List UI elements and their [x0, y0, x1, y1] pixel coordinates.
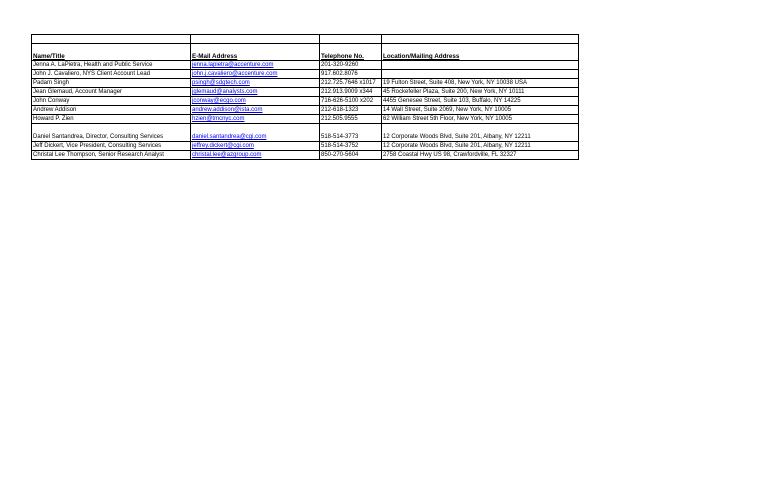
phone-cell[interactable]: 716-626-5100 x202 [320, 97, 382, 106]
cell[interactable] [32, 35, 191, 44]
header-email[interactable]: E-Mail Address [191, 44, 320, 61]
email-cell[interactable] [191, 61, 320, 70]
email-link[interactable]: jconway@ecgo.com [192, 98, 246, 104]
phone-cell[interactable]: 212.913.9009 x344 [320, 88, 382, 97]
header-row [32, 44, 579, 61]
email-link[interactable]: christal.lee@azgroup.com [192, 152, 262, 158]
phone-cell[interactable]: 212-618-1323 [320, 106, 382, 115]
phone-cell[interactable]: 212.725.7646 x1017 [320, 79, 382, 88]
table-row [32, 106, 579, 115]
header-name[interactable]: Name/Title [32, 44, 191, 61]
phone-cell[interactable]: 850-270-5604 [320, 151, 382, 160]
email-link[interactable]: andrew.addison@ista.com [192, 107, 263, 113]
table-row [32, 61, 579, 70]
email-cell[interactable] [191, 79, 320, 88]
header-address[interactable]: Location/Mailing Address [382, 44, 579, 61]
phone-cell[interactable]: 917.602.8076 [320, 70, 382, 79]
name-cell[interactable]: Jenna A. LaPietra, Health and Public Service [32, 61, 191, 70]
email-cell[interactable] [191, 88, 320, 97]
address-cell[interactable] [382, 61, 579, 70]
phone-cell[interactable]: 212.505.9555 [320, 115, 382, 124]
name-cell[interactable]: Howard P. Zien [32, 115, 191, 124]
table-row [32, 124, 579, 142]
address-cell[interactable]: 2758 Coastal Hwy US 98, Crawfordville, FL 32327 [382, 151, 579, 160]
name-cell[interactable]: John J. Cavaliero, NYS Client Account Lead [32, 70, 191, 79]
email-link[interactable]: hzien@tmcnyc.com [192, 116, 245, 122]
email-link[interactable]: daniel.santandrea@cgi.com [192, 134, 267, 140]
spreadsheet [31, 34, 579, 160]
blank-row [32, 35, 579, 44]
address-cell[interactable]: 62 William Street 5th Floor, New York, NY 10005 [382, 115, 579, 124]
header-phone[interactable]: Telephone No. [320, 44, 382, 61]
address-cell[interactable]: 14 Wall Street, Suite 2069, New York, NY 10005 [382, 106, 579, 115]
phone-cell[interactable]: 201-320-9260 [320, 61, 382, 70]
email-link[interactable]: jenna.lapietra@accenture.com [192, 62, 274, 68]
cell[interactable] [191, 35, 320, 44]
address-cell[interactable]: 12 Corporate Woods Blvd, Suite 201, Albany, NY 12211 [382, 142, 579, 151]
phone-cell[interactable]: 518-514-3773 [320, 124, 382, 142]
table-row [32, 151, 579, 160]
address-cell[interactable]: 4455 Genesee Street, Suite 103, Buffalo, NY 14225 [382, 97, 579, 106]
email-cell[interactable] [191, 106, 320, 115]
name-cell[interactable]: Christal Lee Thompson, Senior Research Analyst [32, 151, 191, 160]
table-row [32, 88, 579, 97]
email-cell[interactable] [191, 151, 320, 160]
address-cell[interactable]: 19 Fulton Street, Suite 408, New York, NY 10038 USA [382, 79, 579, 88]
email-link[interactable]: jglemaud@analysts.com [192, 89, 258, 95]
table-row [32, 79, 579, 88]
name-cell[interactable]: Jeff Dickert, Vice President, Consulting Services [32, 142, 191, 151]
email-cell[interactable] [191, 70, 320, 79]
email-cell[interactable] [191, 97, 320, 106]
email-link[interactable]: jeffrey.dickert@cgi.com [192, 143, 254, 149]
email-cell[interactable] [191, 124, 320, 142]
name-cell[interactable]: Padam Singh [32, 79, 191, 88]
name-cell[interactable]: Daniel Santandrea, Director, Consulting Services [32, 124, 191, 142]
address-cell[interactable]: 45 Rockefeller Plaza, Suite 200, New York, NY 10111 [382, 88, 579, 97]
name-cell[interactable]: John Conway [32, 97, 191, 106]
email-link[interactable]: john.j.cavaliero@accenture.com [192, 71, 278, 77]
email-cell[interactable] [191, 115, 320, 124]
contact-table [31, 34, 579, 160]
phone-cell[interactable]: 518-514-3752 [320, 142, 382, 151]
table-row [32, 142, 579, 151]
email-link[interactable]: psingh@sdgtech.com [192, 80, 250, 86]
name-cell[interactable]: Jean Glemaud, Account Manager [32, 88, 191, 97]
address-cell[interactable] [382, 70, 579, 79]
email-cell[interactable] [191, 142, 320, 151]
table-row [32, 97, 579, 106]
cell[interactable] [382, 35, 579, 44]
address-cell[interactable]: 12 Corporate Woods Blvd, Suite 201, Albany, NY 12211 [382, 124, 579, 142]
table-row [32, 70, 579, 79]
cell[interactable] [320, 35, 382, 44]
table-row [32, 115, 579, 124]
name-cell[interactable]: Andrew Addison [32, 106, 191, 115]
